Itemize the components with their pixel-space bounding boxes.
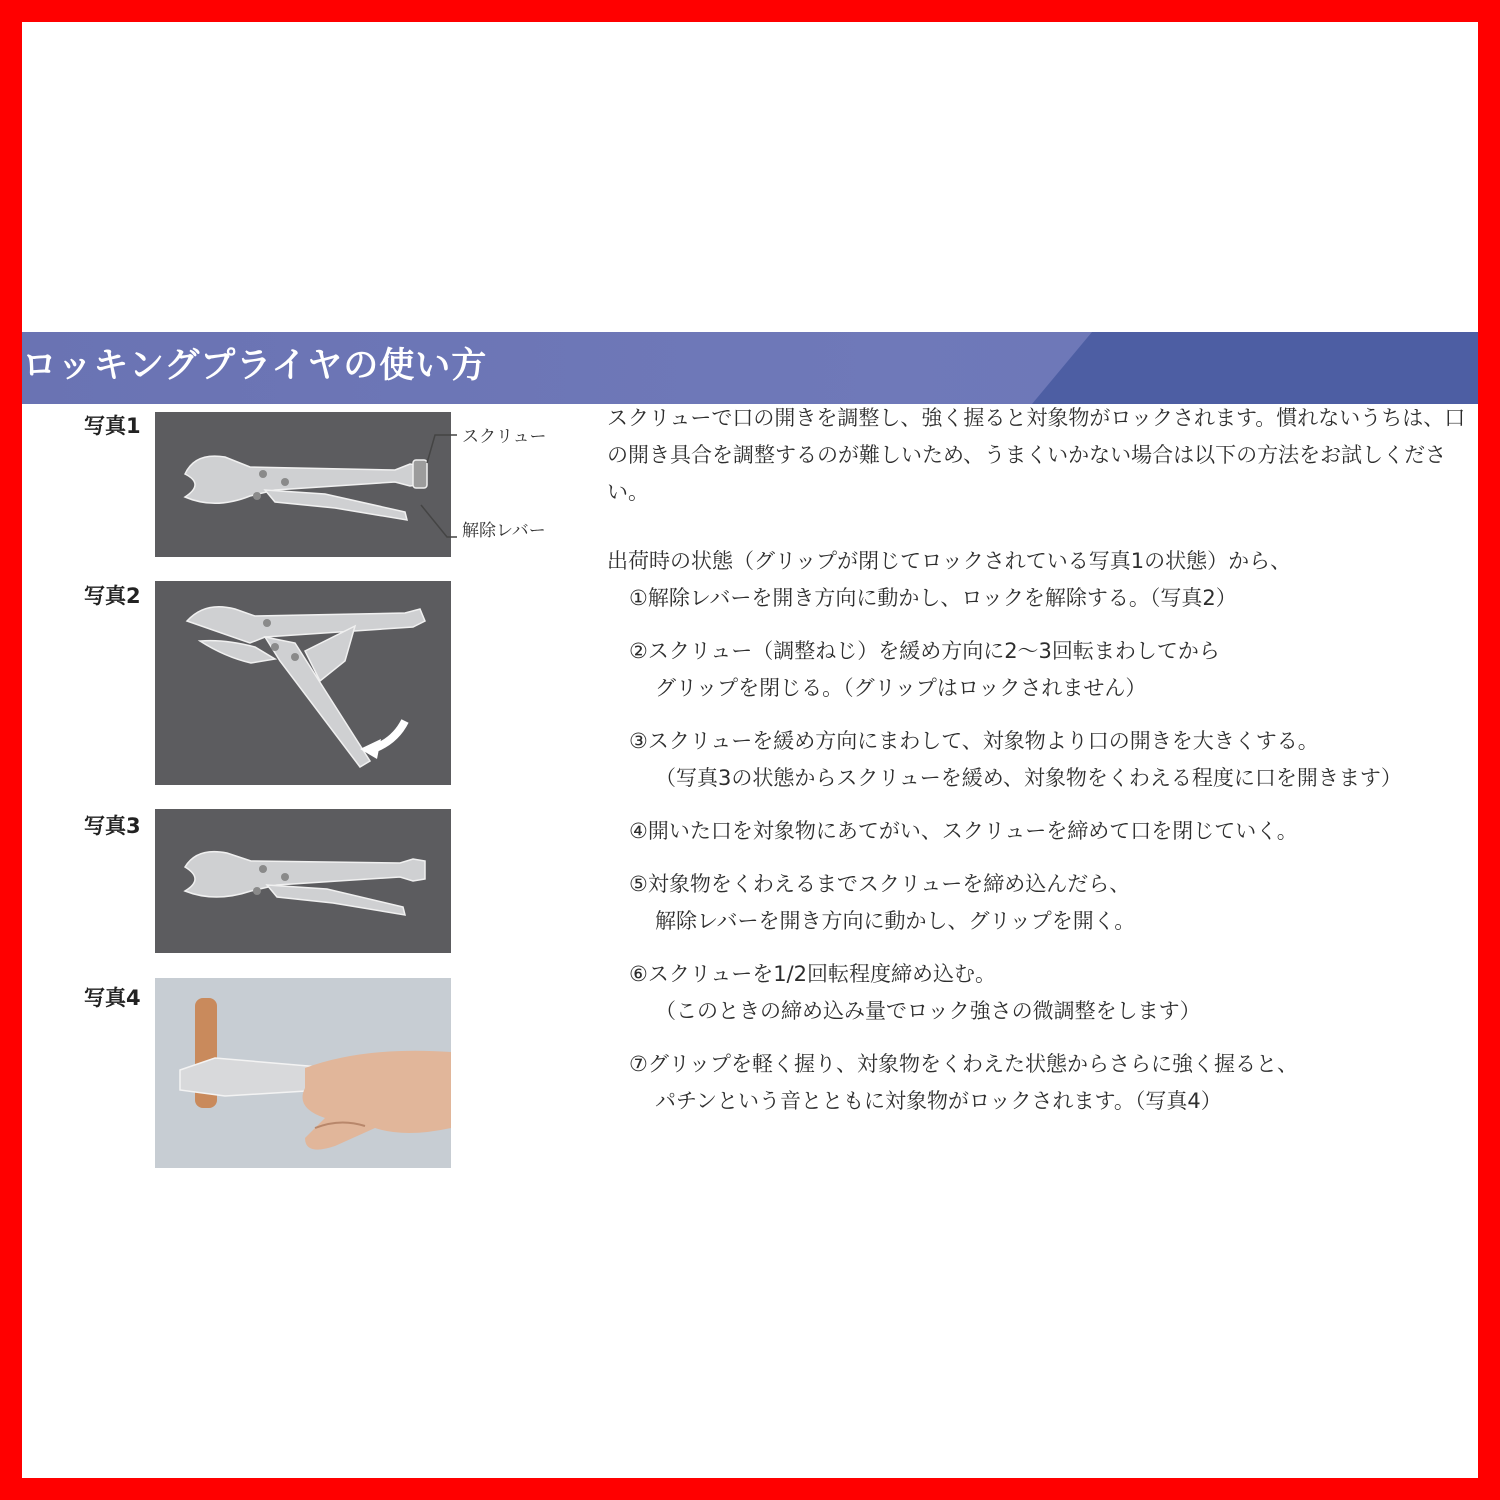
instruction-sheet <box>22 22 1478 1478</box>
step-item: ②スクリュー（調整ねじ）を緩め方向に2～3回転まわしてから グリップを閉じる。（グリップはロックされません） <box>629 639 1220 700</box>
intro-paragraph: スクリューで口の開きを調整し、強く握ると対象物がロックされます。慣れないうちは、口の開き具合を調整するのが難しいため、うまくいかない場合は以下の方法をお試しください。 <box>607 406 1466 504</box>
photo-1-label: 写真1 <box>84 414 141 438</box>
banner-accent <box>1032 332 1478 404</box>
step-item: ⑥スクリューを1/2回転程度締め込む。 （このときの締め込み量でロック強さの微調整をします） <box>629 962 1201 1023</box>
page-title: ロッキングプライヤの使い方 <box>22 346 488 386</box>
photo-4-pliers-in-hand <box>155 978 451 1168</box>
photo-3-pliers <box>155 809 451 953</box>
screw-callout: スクリュー <box>462 427 547 447</box>
instructions <box>607 400 1467 1136</box>
lead-line: 出荷時の状態（グリップが閉じてロックされている写真1の状態）から、 <box>607 549 1292 573</box>
step-list <box>607 580 1467 1120</box>
photo-2-label: 写真2 <box>84 584 141 608</box>
photo-2-lever-released <box>155 581 451 785</box>
step-item: ⑤対象物をくわえるまでスクリューを締め込んだら、 解除レバーを開き方向に動かし、グリップを開く。 <box>629 872 1136 933</box>
step-item: ①解除レバーを開き方向に動かし、ロックを解除する。（写真2） <box>629 586 1237 610</box>
release-lever-callout: 解除レバー <box>462 521 546 541</box>
heading-banner <box>22 332 1478 404</box>
step-item: ③スクリューを緩め方向にまわして、対象物より口の開きを大きくする。 （写真3の状態からスクリューを緩め、対象物をくわえる程度に口を開きます） <box>629 729 1402 790</box>
photo-1-pliers-closed <box>155 412 451 557</box>
callout-lines <box>417 427 467 557</box>
photo-3-label: 写真3 <box>84 814 141 838</box>
step-item: ⑦グリップを軽く握り、対象物をくわえた状態からさらに強く握ると、 パチンという音とともに対象物がロックされます。（写真4） <box>629 1052 1298 1113</box>
photo-4-label: 写真4 <box>84 986 141 1010</box>
step-item: ④開いた口を対象物にあてがい、スクリューを締めて口を閉じていく。 <box>629 819 1298 843</box>
